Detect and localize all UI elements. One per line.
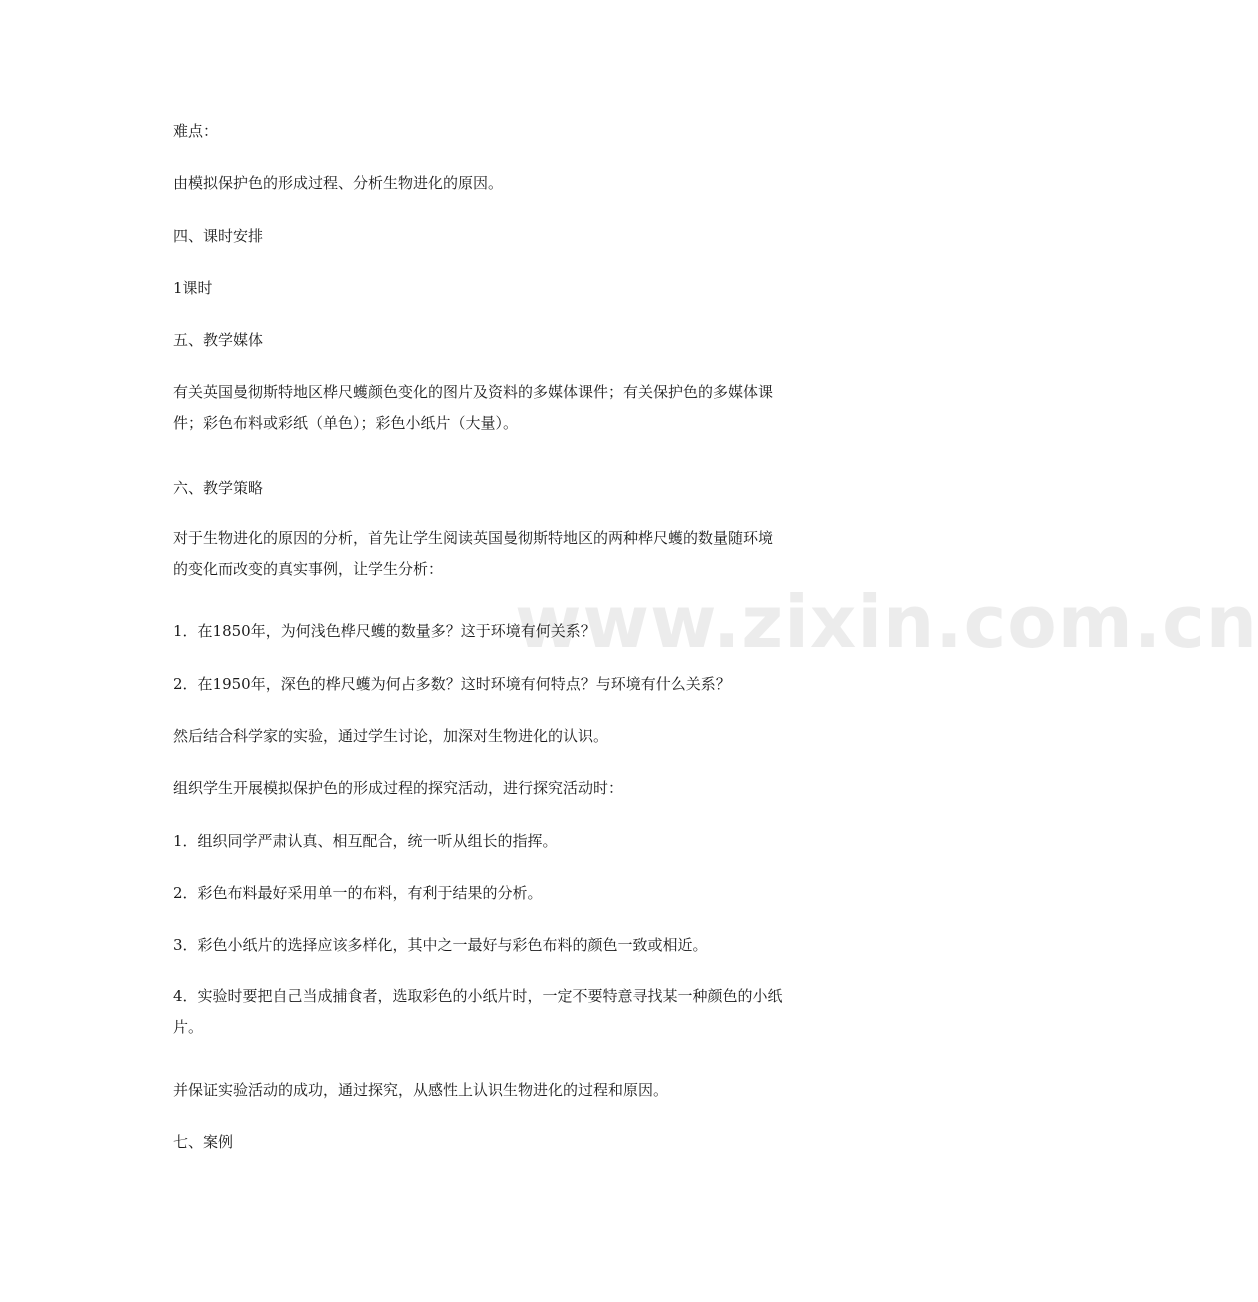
paragraph-strategy-intro: 对于生物进化的原因的分析，首先让学生阅读英国曼彻斯特地区的两种桦尺蠖的数量随环境的变化而改变的真实事例，让学生分析：: [173, 529, 774, 578]
heading-teaching-media: 五、教学媒体: [173, 331, 264, 349]
list-item-activity-1: 1．组织同学严肃认真、相互配合，统一听从组长的指挥。: [173, 832, 558, 850]
watermark: www.zixin.com.cn: [515, 580, 1258, 664]
paragraph-conclusion: 并保证实验活动的成功，通过探究，从感性上认识生物进化的过程和原因。: [173, 1081, 669, 1099]
heading-case: 七、案例: [173, 1133, 234, 1151]
paragraph-activity-intro: 组织学生开展模拟保护色的形成过程的探究活动，进行探究活动时：: [173, 779, 624, 797]
list-item-1950: 2．在1950年，深色的桦尺蠖为何占多数？这时环境有何特点？与环境有什么关系？: [173, 675, 731, 693]
list-item-activity-4: 4．实验时要把自己当成捕食者，选取彩色的小纸片时，一定不要特意寻找某一种颜色的小纸片。: [173, 987, 783, 1036]
list-item-activity-3: 3．彩色小纸片的选择应该多样化，其中之一最好与彩色布料的颜色一致或相近。: [173, 936, 708, 954]
paragraph-experiment: 然后结合科学家的实验，通过学生讨论，加深对生物进化的认识。: [173, 727, 609, 745]
paragraph-class-hours: 1课时: [173, 279, 213, 297]
heading-class-schedule: 四、课时安排: [173, 227, 264, 245]
heading-teaching-strategy: 六、教学策略: [173, 479, 264, 497]
paragraph-difficulty-text: 由模拟保护色的形成过程、分析生物进化的原因。: [173, 174, 504, 192]
paragraph-teaching-media: 有关英国曼彻斯特地区桦尺蠖颜色变化的图片及资料的多媒体课件；有关保护色的多媒体课件；彩色布料或彩纸（单色）；彩色小纸片（大量）。: [173, 383, 774, 432]
paragraph-difficulty-label: 难点：: [173, 122, 219, 140]
list-item-1850: 1．在1850年，为何浅色桦尺蠖的数量多？这于环境有何关系？: [173, 622, 596, 640]
list-item-activity-2: 2．彩色布料最好采用单一的布料，有利于结果的分析。: [173, 884, 543, 902]
